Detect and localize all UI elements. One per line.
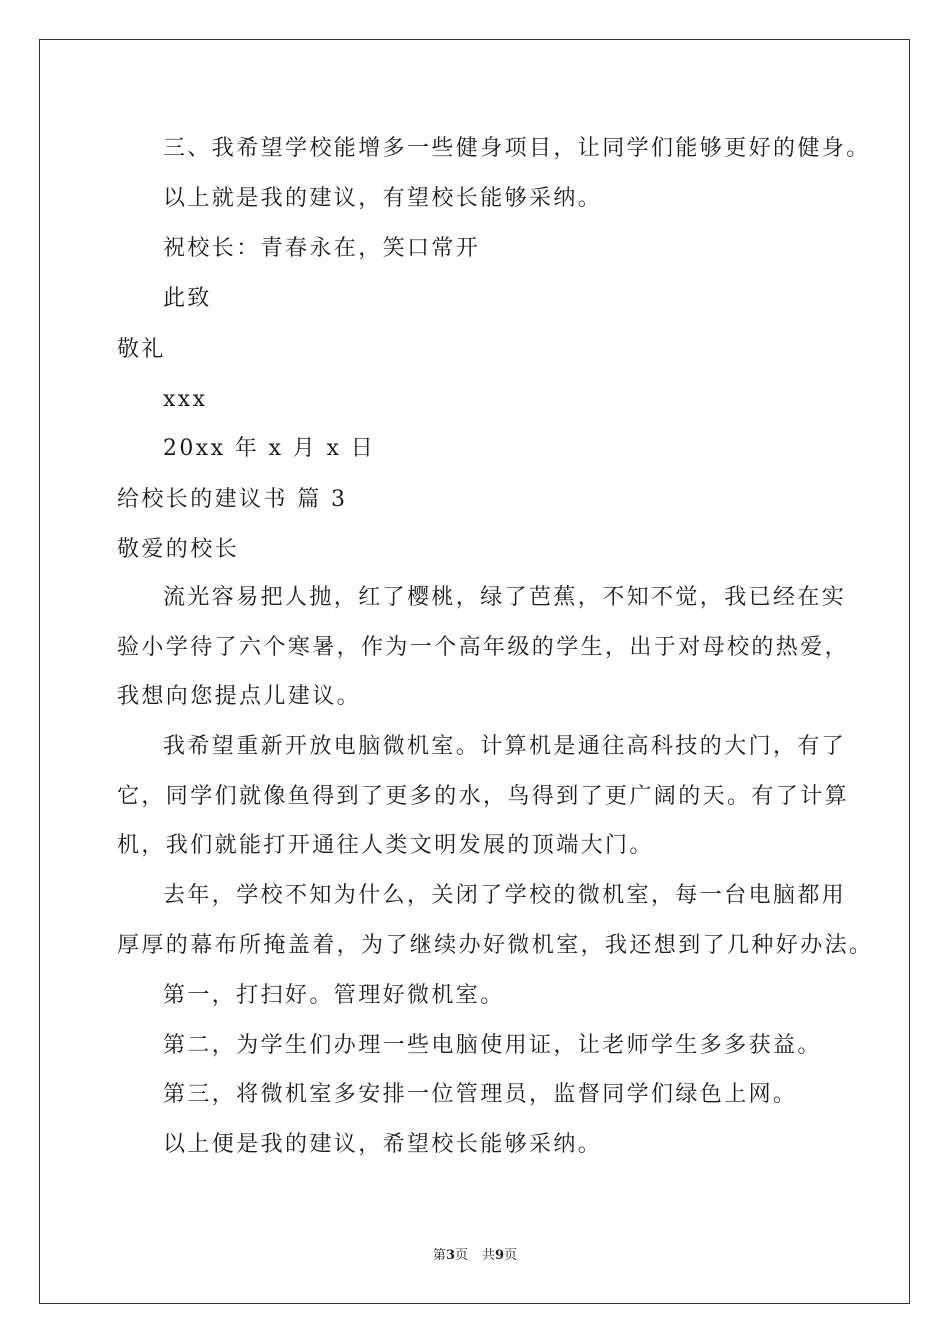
paragraph-line: 以上便是我的建议，希望校长能够采纳。 bbox=[163, 1132, 603, 1157]
paragraph-line: 三、我希望学校能增多一些健身项目，让同学们能够更好的健身。 bbox=[163, 136, 871, 161]
list-item: 第三，将微机室多安排一位管理员，监督同学们绿色上网。 bbox=[163, 1082, 798, 1107]
paragraph-line: 以上就是我的建议，有望校长能够采纳。 bbox=[163, 186, 603, 211]
list-item: 第一，打扫好。管理好微机室。 bbox=[163, 983, 505, 1008]
paragraph-line: 祝校长：青春永在，笑口常开 bbox=[163, 236, 481, 261]
paragraph-line: 流光容易把人抛，红了樱桃，绿了芭蕉，不知不觉，我已经在实 bbox=[163, 585, 847, 610]
paragraph-line: 厚厚的幕布所掩盖着，为了继续办好微机室，我还想到了几种好办法。 bbox=[117, 933, 874, 958]
paragraph-line: 机，我们就能打开通往人类文明发展的顶端大门。 bbox=[117, 833, 654, 858]
page-footer bbox=[0, 1247, 950, 1265]
paragraph-line: 我想向您提点儿建议。 bbox=[117, 684, 362, 709]
salutation: 敬爱的校长 bbox=[117, 537, 240, 562]
closing-salute: 敬礼 bbox=[117, 337, 166, 362]
paragraph-line: 验小学待了六个寒暑，作为一个高年级的学生，出于对母校的热爱， bbox=[117, 635, 850, 660]
signature: xxx bbox=[163, 387, 208, 412]
paragraph-line: 我希望重新开放电脑微机室。计算机是通往高科技的大门，有了 bbox=[163, 734, 847, 759]
total-suffix: 页 bbox=[504, 1248, 518, 1263]
page-number: 3 bbox=[445, 1248, 455, 1263]
total-prefix: 共 bbox=[482, 1248, 496, 1263]
paragraph-line: 去年，学校不知为什么，关闭了学校的微机室，每一台电脑都用 bbox=[163, 883, 847, 908]
section-heading: 给校长的建议书 篇 3 bbox=[117, 487, 348, 512]
total-pages: 9 bbox=[495, 1248, 505, 1263]
paragraph-line: 它，同学们就像鱼得到了更多的水，鸟得到了更广阔的天。有了计算 bbox=[117, 784, 850, 809]
page-border bbox=[39, 39, 910, 1304]
date-line: 20xx 年 x 月 x 日 bbox=[163, 436, 376, 461]
list-item: 第二，为学生们办理一些电脑使用证，让老师学生多多获益。 bbox=[163, 1033, 822, 1058]
closing-line: 此致 bbox=[163, 286, 212, 311]
page-suffix: 页 bbox=[454, 1248, 468, 1263]
page-prefix: 第 bbox=[432, 1248, 446, 1263]
